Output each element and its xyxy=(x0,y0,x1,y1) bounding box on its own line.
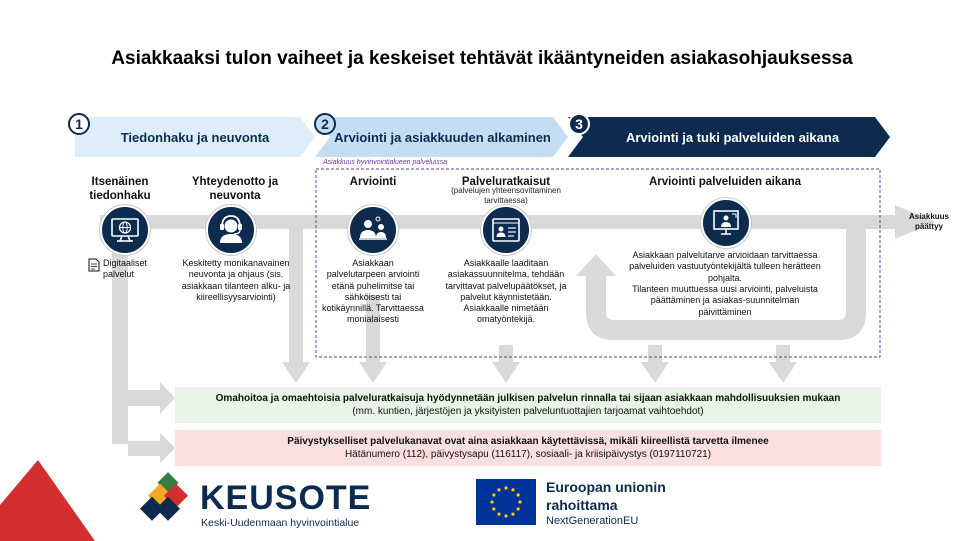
self-care-box-title: Omahoitoa ja omaehtoisia palveluratkaisuja hyödynnetään julkisen palvelun rinnalla tai sijaan asiakkaan mahdollisuuksien mukaan xyxy=(215,393,841,404)
step-self-search-circle xyxy=(100,205,150,255)
eu-star xyxy=(511,488,514,491)
eu-star xyxy=(497,513,500,516)
eu-line-2: rahoittama xyxy=(546,497,618,513)
phase-3-label: Arviointi ja tuki palveluiden aikana xyxy=(625,129,840,145)
phase-3-number: 3 xyxy=(568,113,590,135)
eu-star xyxy=(517,507,520,510)
emergency-box xyxy=(175,430,881,466)
eu-line-1: Euroopan unionin xyxy=(546,479,666,495)
eu-star xyxy=(504,486,507,489)
phase-2-label: Arviointi ja asiakkuuden alkaminen xyxy=(334,129,551,145)
step-ongoing-desc-1: Asiakkaan palvelutarve arvioidaan tarvittaessa palveluiden vastuutyöntekijältä tulleen herätteen pohjalta. xyxy=(629,250,821,283)
headset-icon xyxy=(208,207,254,253)
keusote-logo-mark xyxy=(140,470,200,530)
step-assessment-circle xyxy=(348,205,398,255)
phase-2-number: 2 xyxy=(314,113,336,135)
step-contact-desc: Keskitetty monikanavainen neuvonta ja ohjaus (sis. asiakkaan tilanteen alku- ja kiireellisyysarviointi) xyxy=(181,258,291,302)
profile-card-icon xyxy=(483,207,529,253)
phase-1-number: 1 xyxy=(68,113,90,135)
eu-flag-icon xyxy=(476,479,536,525)
keusote-logo-text: KEUSOTE xyxy=(200,479,372,517)
phase-1-label: Tiedonhaku ja neuvonta xyxy=(120,129,270,145)
keusote-logo-subtitle: Keski-Uudenmaan hyvinvointialue xyxy=(201,517,360,529)
step-contact-title: Yhteydenotto ja neuvonta xyxy=(191,176,279,202)
welfare-area-label: Asiakkuus hyvinvointialueen palveluissa xyxy=(323,159,448,166)
step-ongoing-title: Arviointi palveluiden aikana xyxy=(648,176,802,188)
presentation-icon xyxy=(703,200,749,246)
step-self-search-desc: Digitaaliset palvelut xyxy=(103,258,148,279)
eu-star xyxy=(497,488,500,491)
step-ongoing-desc-2: Tilanteen muuttuessa uusi arviointi, palveluista päättäminen ja asiakas-suunnitelman päivittäminen xyxy=(632,284,818,317)
end-label: Asiakkuus päättyy xyxy=(908,212,950,231)
self-care-box xyxy=(175,387,881,423)
arrow-to-green-box xyxy=(128,382,175,414)
step-solutions-subtitle: (palvelujen yhteensovittaminen tarvittaessa) xyxy=(451,186,561,205)
step-solutions-title: Palveluratkaisut xyxy=(461,176,551,188)
step-ongoing-circle xyxy=(701,198,751,248)
eu-star xyxy=(492,493,495,496)
self-care-box-text: (mm. kuntien, järjestöjen ja yksityisten palveluntuottajien tarjoamat vaihtoehdot) xyxy=(352,406,704,417)
step-self-search-title: Itsenäinen tiedonhaku xyxy=(89,176,151,202)
emergency-box-title: Päivystykselliset palvelukanavat ovat aina asiakkaan käytettävissä, mikäli kiireellistä tarvetta ilmenee xyxy=(287,436,769,447)
step-solutions-desc: Asiakkaalle laaditaan asiakassuunnitelma, tehdään tarvittavat palvelupäätökset, ja palvelut käynnistetään. Asiakkaalle nimetään omatyöntekijä. xyxy=(445,258,567,325)
computer-globe-icon xyxy=(102,207,148,253)
step-solutions-circle xyxy=(481,205,531,255)
document-icon xyxy=(88,258,100,272)
arrow-to-red-box xyxy=(128,433,175,463)
eu-star xyxy=(518,500,521,503)
eu-star xyxy=(504,514,507,517)
eu-star xyxy=(492,507,495,510)
eu-star xyxy=(517,493,520,496)
corner-decoration xyxy=(0,460,95,541)
eu-star xyxy=(490,500,493,503)
page-title: Asiakkaaksi tulon vaiheet ja keskeiset tehtävät ikääntyneiden asiakasohjauksessa xyxy=(111,48,853,69)
eu-star xyxy=(511,513,514,516)
step-contact-circle xyxy=(206,205,256,255)
step-assessment-title: Arviointi xyxy=(349,176,397,188)
people-meeting-icon xyxy=(350,207,396,253)
step-assessment-desc: Asiakkaan palvelutarpeen arviointi etänä puhelimitse tai sähköisesti tai kotikäynnillä. Tarvittaessa monialaisesti xyxy=(322,258,424,325)
eu-line-3: NextGenerationEU xyxy=(546,515,639,527)
emergency-box-text: Hätänumero (112), päivystysapu (116117), sosiaali- ja kriisipäivystys (0197110721) xyxy=(344,449,712,460)
